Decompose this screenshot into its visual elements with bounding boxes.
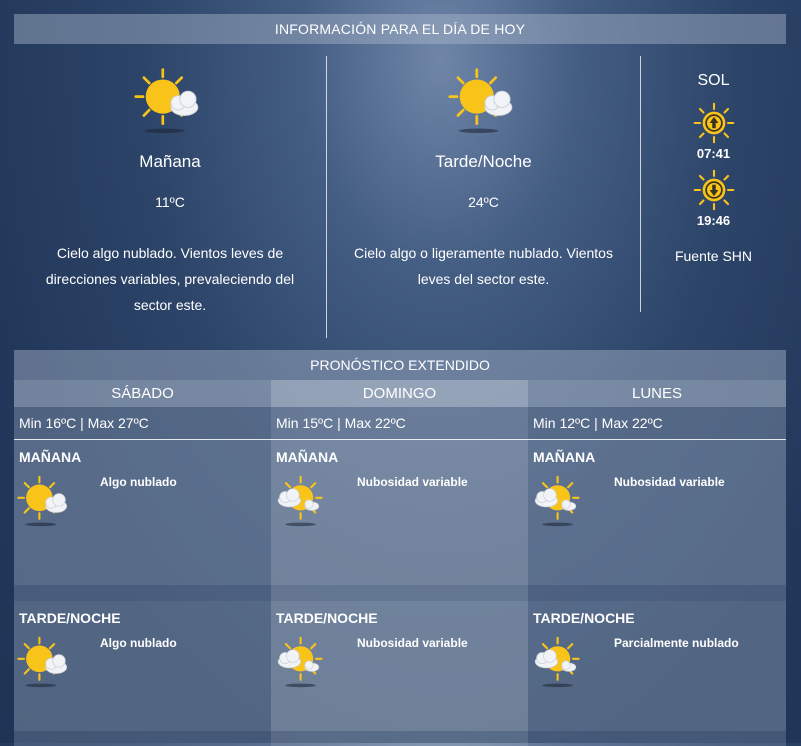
forecast-day	[271, 380, 528, 731]
forecast-header: PRONÓSTICO EXTENDIDO	[14, 350, 786, 380]
sun-title: SOL	[697, 72, 730, 89]
sun-cloud-icon	[17, 635, 73, 691]
separator	[528, 585, 786, 601]
min-max-temp: Min 15ºC | Max 22ºC	[271, 407, 528, 440]
separator	[14, 585, 271, 601]
weather-description	[14, 240, 326, 318]
sun-cloud-icon	[17, 474, 73, 530]
today-header: INFORMACIÓN PARA EL DÍA DE HOY	[14, 14, 786, 44]
period-label: TARDE/NOCHE	[533, 610, 635, 626]
description-line: direcciones variables, prevaleciendo del	[45, 271, 295, 287]
extended-forecast	[14, 350, 786, 731]
period-label: Mañana	[139, 152, 201, 171]
cloud-sun-icon	[531, 635, 587, 691]
cloud-sun-icon	[274, 474, 330, 530]
period-label: TARDE/NOCHE	[276, 610, 378, 626]
period-label: TARDE/NOCHE	[19, 610, 121, 626]
sunrise-icon	[693, 102, 735, 144]
min-max-temp: Min 16ºC | Max 27ºC	[14, 407, 271, 440]
night-forecast	[528, 601, 786, 746]
description-line: sector este.	[133, 297, 207, 313]
weather-description	[327, 240, 640, 292]
sunrise-time: 07:41	[696, 146, 731, 161]
forecast-description: Algo nublado	[100, 475, 177, 489]
sun-cloud-icon	[134, 62, 206, 142]
today-panel	[14, 56, 786, 340]
forecast-description: Parcialmente nublado	[614, 636, 739, 650]
description-line: Cielo algo nublado. Vientos leves de	[56, 245, 284, 261]
day-name: DOMINGO	[271, 380, 528, 407]
forecast-description: Algo nublado	[100, 636, 177, 650]
forecast-description: Nubosidad variable	[357, 636, 468, 650]
forecast-day	[528, 380, 786, 731]
temperature: 11ºC	[155, 194, 185, 210]
night-forecast	[14, 601, 271, 746]
period-label: MAÑANA	[533, 449, 596, 465]
forecast-day	[14, 380, 271, 731]
period-label: MAÑANA	[19, 449, 82, 465]
source-label: Fuente SHN	[674, 248, 753, 264]
forecast-description: Nubosidad variable	[357, 475, 468, 489]
morning-forecast	[528, 440, 786, 585]
cloud-sun-icon	[531, 474, 587, 530]
day-name: SÁBADO	[14, 380, 271, 407]
forecast-description: Nubosidad variable	[614, 475, 725, 489]
today-night	[327, 56, 640, 292]
sunset-time: 19:46	[696, 213, 731, 228]
sun-cloud-icon	[448, 62, 520, 142]
period-label: MAÑANA	[276, 449, 339, 465]
morning-forecast	[14, 440, 271, 585]
day-name: LUNES	[528, 380, 786, 407]
sunset-icon	[693, 169, 735, 211]
sun-info	[641, 56, 786, 264]
night-forecast	[271, 601, 528, 746]
description-line: Cielo algo o ligeramente nublado. Vientos	[354, 245, 613, 261]
period-label: Tarde/Noche	[435, 152, 532, 171]
separator	[271, 585, 528, 601]
today-morning	[14, 56, 326, 318]
description-line: leves del sector este.	[417, 271, 550, 287]
temperature: 24ºC	[468, 194, 499, 210]
morning-forecast	[271, 440, 528, 585]
min-max-temp: Min 12ºC | Max 22ºC	[528, 407, 786, 440]
cloud-sun-icon	[274, 635, 330, 691]
